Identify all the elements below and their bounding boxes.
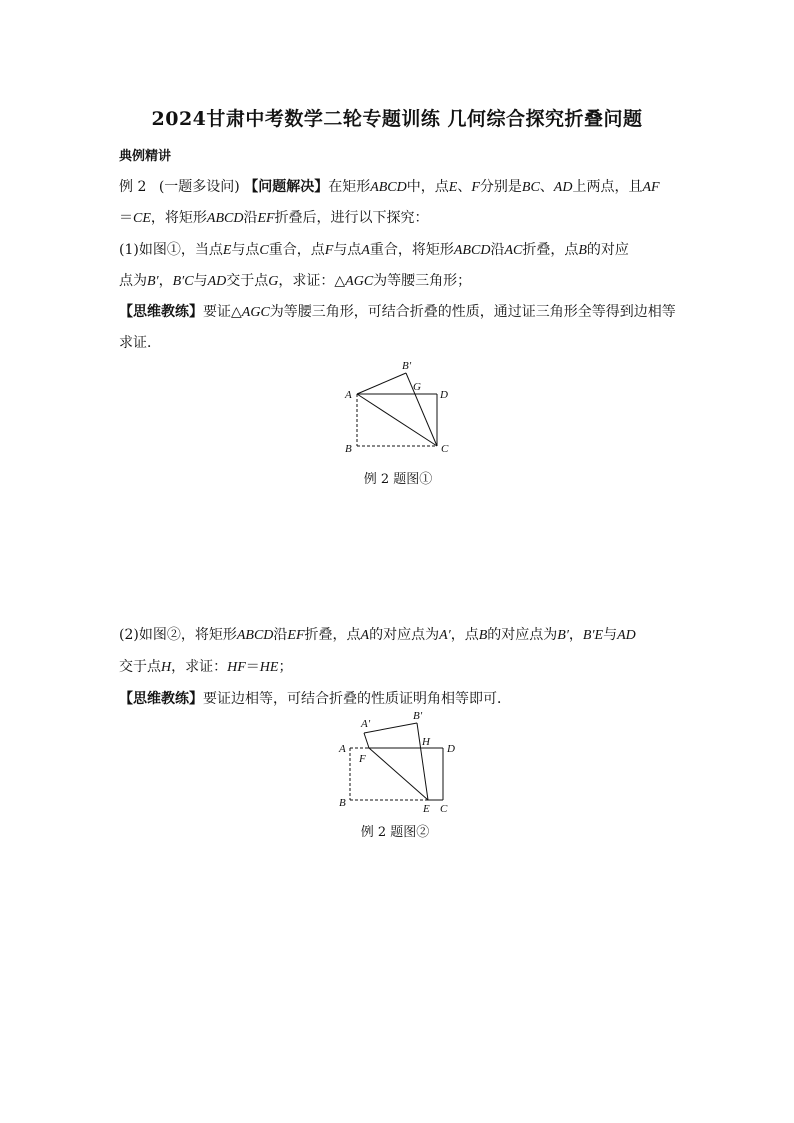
text: 沿 (490, 242, 505, 258)
math-var: C (259, 243, 269, 258)
text: ， (568, 627, 583, 643)
text: 折叠，点 (304, 627, 361, 643)
math-var: H (161, 660, 172, 675)
text: 折叠，点 (522, 242, 579, 258)
fig2-label-c: C (440, 803, 448, 815)
text: 的对应点为 (369, 627, 440, 643)
math-var: E (448, 180, 458, 195)
math-var: A (361, 243, 370, 258)
fig1-label-c: C (441, 443, 449, 455)
fig2-label-e: E (423, 803, 430, 815)
text: ，将矩形 (150, 210, 207, 226)
math-var: B′C (172, 274, 194, 289)
text: 分别是 (479, 179, 522, 195)
math-var: AF (642, 180, 660, 195)
text: 与点 (333, 242, 362, 258)
math-var: A (360, 628, 370, 643)
fig2-label-d: D (447, 743, 455, 755)
math-var: AGC (345, 274, 374, 289)
math-var: AGC (241, 305, 270, 320)
text: 重合，将矩形 (369, 242, 454, 258)
math-var: BC (521, 180, 540, 195)
fig2-side-aprime-bprime (364, 723, 417, 733)
math-var: E (222, 243, 232, 258)
hint-tag: 【思维教练】 (119, 691, 203, 707)
fig1-label-b: B (345, 443, 352, 455)
example-tag: (一题多设问) (158, 179, 240, 195)
text: 要证△ (203, 304, 242, 320)
math-var: F (471, 180, 480, 195)
text: ，求证： (171, 659, 228, 675)
math-var: AD (617, 628, 636, 643)
fig2-side-bprime-e (417, 723, 428, 800)
fig1-label-d: D (440, 389, 448, 401)
math-var: B′E (582, 628, 604, 643)
figure-2-caption: 例 2 题图② (360, 825, 430, 840)
text: ，求证：△ (278, 273, 346, 289)
text: 上两点，且 (572, 179, 643, 195)
text: 要证边相等，可结合折叠的性质证明角相等即可． (203, 691, 511, 707)
fig2-crease-fe (369, 748, 428, 800)
text: 交于点 (226, 273, 269, 289)
math-var: CE (133, 211, 151, 226)
text: ＝ (119, 210, 133, 226)
math-var: B (478, 628, 488, 643)
text: 中，点 (406, 179, 449, 195)
math-var: ABCD (453, 243, 491, 258)
text: 在矩形 (328, 179, 371, 195)
text: 交于点 (119, 659, 161, 675)
math-var: F (324, 243, 334, 258)
math-var: B (578, 243, 587, 258)
math-var: A′ (439, 628, 451, 643)
fig1-label-a: A (345, 389, 352, 401)
math-var: HF (227, 660, 246, 675)
math-var: AD (207, 274, 227, 289)
part2-line-2 (119, 656, 292, 676)
fig2-label-b: B (339, 797, 346, 809)
part2-hint-line (119, 688, 511, 708)
section-heading: 典例精讲 (119, 149, 172, 164)
text: 点为 (119, 273, 147, 289)
fig2-label-aprime: A′ (361, 718, 371, 730)
text: 沿 (243, 210, 258, 226)
fig1-diagonal-ac (357, 394, 437, 446)
text: ，点 (450, 627, 479, 643)
text: 求证． (119, 335, 161, 351)
text: ； (278, 659, 293, 675)
hint-tag: 【思维教练】 (119, 304, 203, 320)
text: 、 (539, 179, 554, 195)
fig1-side-bprime-c (406, 373, 437, 446)
fig2-label-a: A (339, 743, 346, 755)
math-var: AC (504, 243, 523, 258)
text: 为等腰三角形； (373, 273, 472, 289)
example-label: 例 2 (119, 179, 147, 195)
math-var: ABCD (206, 211, 244, 226)
text: 、 (457, 179, 472, 195)
text: ， (158, 273, 173, 289)
fig1-side-ab-prime (357, 373, 406, 394)
math-var: EF (257, 211, 275, 226)
math-var: EF (287, 628, 305, 643)
fig1-label-bprime: B′ (402, 360, 412, 372)
text: ＝ (245, 659, 260, 675)
text: 与 (603, 627, 618, 643)
math-var: ABCD (236, 628, 274, 643)
math-var: B′ (557, 628, 569, 643)
fig2-label-f: F (359, 753, 366, 765)
math-var: AD (553, 180, 573, 195)
text: 折叠后，进行以下探究： (274, 210, 429, 226)
text: 的对应点为 (487, 627, 558, 643)
part2-line-1 (119, 624, 636, 644)
text: 重合，点 (268, 242, 325, 258)
text: (1)如图①，当点 (119, 242, 223, 258)
fig2-label-h: H (422, 736, 430, 748)
math-var: B′ (147, 274, 159, 289)
text: 沿 (273, 627, 288, 643)
text: (2)如图②，将矩形 (119, 627, 237, 643)
text: 与点 (231, 242, 260, 258)
fig1-label-g: G (413, 381, 421, 393)
text: 的对应 (586, 242, 629, 258)
text: 为等腰三角形，可结合折叠的性质，通过证三角形全等得到边相等 (269, 304, 676, 320)
math-var: HE (259, 660, 279, 675)
page-title: 2024甘肃中考数学二轮专题训练 几何综合探究折叠问题 (151, 108, 643, 130)
math-var: G (268, 274, 279, 289)
text: 与 (193, 273, 208, 289)
fig2-label-bprime: B′ (413, 710, 423, 722)
math-var: ABCD (370, 180, 407, 195)
example-bracket: 【问题解决】 (244, 179, 329, 195)
fig2-side-f-aprime (364, 733, 369, 748)
figure-1-caption: 例 2 题图① (363, 472, 433, 487)
